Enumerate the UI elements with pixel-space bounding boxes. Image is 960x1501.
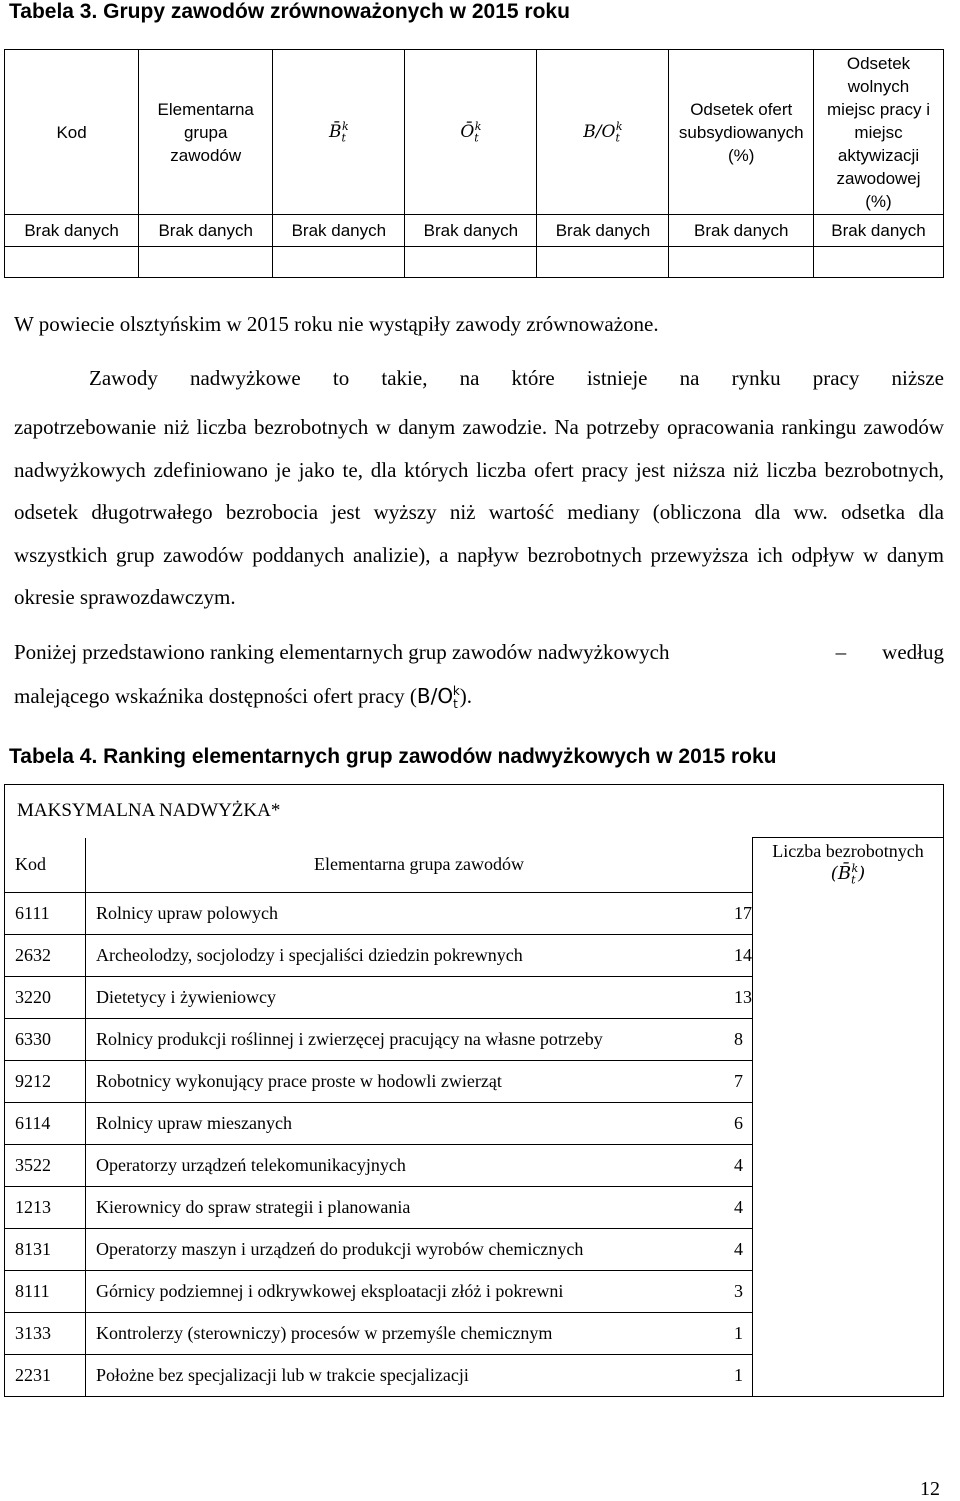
row-grupa: Rolnicy upraw mieszanych <box>86 1102 735 1144</box>
table3-cell <box>669 247 814 278</box>
row-liczba: 13 <box>734 976 753 1018</box>
table4-caption: Tabela 4. Ranking elementarnych grup zawodów nadwyżkowych w 2015 roku <box>9 745 777 768</box>
row-liczba: 3 <box>734 1270 753 1312</box>
row-grupa: Kierownicy do spraw strategii i planowania <box>86 1186 735 1228</box>
paragraph-3-prefix: malejącego wskaźnika dostępności ofert pracy ( <box>14 684 417 708</box>
row-liczba: 17 <box>734 892 753 934</box>
row-liczba: 1 <box>734 1312 753 1354</box>
row-liczba: 1 <box>734 1354 753 1396</box>
row-liczba: 4 <box>734 1186 753 1228</box>
table3-cell <box>273 247 405 278</box>
row-kod: 2632 <box>5 934 86 976</box>
table3-header-b <box>273 50 405 215</box>
row-grupa: Górnicy podziemnej i odkrywkowej eksploatacji złóż i pokrewni <box>86 1270 735 1312</box>
row-liczba: 14 <box>734 934 753 976</box>
table3 <box>4 49 944 278</box>
table3-cell: Brak danych <box>5 215 139 247</box>
table4-section-row <box>5 785 944 838</box>
paragraph-1: W powiecie olsztyńskim w 2015 roku nie wystąpiły zawody zrównoważone. <box>14 312 659 336</box>
paragraph-3-dash: – <box>835 640 847 664</box>
row-grupa: Operatorzy urządzeń telekomunikacyjnych <box>86 1144 735 1186</box>
table3-header-odsetek-ofert: Odsetek ofert subsydiowanych (%) <box>669 50 814 215</box>
page-number: 12 <box>920 1478 940 1500</box>
table4-header-row <box>5 838 944 893</box>
b-symbol: $B̄_t^k$ <box>329 119 349 145</box>
row-kod: 6330 <box>5 1018 86 1060</box>
row-liczba: 7 <box>734 1060 753 1102</box>
row-liczba: 4 <box>734 1228 753 1270</box>
row-grupa: Położne bez specjalizacji lub w trakcie specjalizacji <box>86 1354 735 1396</box>
table3-header-grupa <box>139 50 273 215</box>
row-grupa: Dietetycy i żywieniowcy <box>86 976 735 1018</box>
table3-row <box>5 215 944 247</box>
table3-cell: Brak danych <box>669 215 814 247</box>
row-grupa: Rolnicy upraw polowych <box>86 892 735 934</box>
row-kod: 3220 <box>5 976 86 1018</box>
row-kod: 2231 <box>5 1354 86 1396</box>
paragraph-2-body: zapotrzebowanie niż liczba bezrobotnych w danym zawodzie. Na potrzeby opracowania rankingu zawodów nadwyżkowych zdefiniowano je jako te, dla których liczba ofert pracy jest niższa niż liczba bezrobotnych, odsetek długotrwałego bezrobocia jest wyższy niż wartość mediany (obliczona dla ww. odsetka dla wszystkich grup zawodów poddanych analizie), a napływ bezrobotnych przewyższa ich odpływ w danym okresie sprawozdawczym. <box>14 415 944 609</box>
row-kod: 6114 <box>5 1102 86 1144</box>
table3-cell: Brak danych <box>814 215 944 247</box>
table3-empty-row <box>5 247 944 278</box>
table3-header-odsetek-wolnych: Odsetek wolnych miejsc pracy i miejsc aktywizacji zawodowej (%) <box>814 50 944 215</box>
table3-cell <box>537 247 669 278</box>
row-grupa: Rolnicy produkcji roślinnej i zwierzęcej pracujący na własne potrzeby <box>86 1018 735 1060</box>
row-kod: 1213 <box>5 1186 86 1228</box>
table4 <box>4 784 944 1397</box>
table3-header-o <box>405 50 537 215</box>
paragraph-2-first-line: Zawody nadwyżkowe to takie, na które istnieje na rynku pracy niższe <box>89 366 944 390</box>
table4-header-grupa: Elementarna grupa zawodów <box>86 838 753 893</box>
row-kod: 3133 <box>5 1312 86 1354</box>
row-liczba: 8 <box>734 1018 753 1060</box>
table3-cell <box>139 247 273 278</box>
table3-cell: Brak danych <box>139 215 273 247</box>
table3-cell <box>814 247 944 278</box>
paragraph-3-text: Poniżej przedstawiono ranking elementarnych grup zawodów nadwyżkowych <box>14 640 670 664</box>
table3-header-grupa-text: Elementarna grupa zawodów <box>157 99 254 165</box>
table4-section-label: MAKSYMALNA NADWYŻKA* <box>5 785 944 838</box>
row-liczba: 4 <box>734 1144 753 1186</box>
bo-symbol-inline: $B/O_t^k$ <box>416 684 460 711</box>
row-kod: 8111 <box>5 1270 86 1312</box>
row-grupa: Archeolodzy, socjolodzy i specjaliści dziedzin pokrewnych <box>86 934 735 976</box>
table4-header-liczba-label: Liczba bezrobotnych <box>772 841 924 861</box>
table3-header-row <box>5 50 944 215</box>
o-symbol: $Ō_t^k$ <box>460 119 482 145</box>
table3-cell <box>5 247 139 278</box>
row-grupa: Operatorzy maszyn i urządzeń do produkcji wyrobów chemicznych <box>86 1228 735 1270</box>
table4-header-kod: Kod <box>5 838 86 893</box>
table3-caption: Tabela 3. Grupy zawodów zrównoważonych w 2015 roku <box>9 0 570 23</box>
row-grupa: Kontrolerzy (sterowniczy) procesów w przemyśle chemicznym <box>86 1312 735 1354</box>
row-grupa: Robotnicy wykonujący prace proste w hodowli zwierząt <box>86 1060 735 1102</box>
table3-cell: Brak danych <box>537 215 669 247</box>
paragraph-3-suffix: ). <box>459 684 473 708</box>
table4-header-liczba <box>753 838 944 1397</box>
table3-cell: Brak danych <box>273 215 405 247</box>
paragraph-3-according: według <box>882 640 944 664</box>
row-kod: 3522 <box>5 1144 86 1186</box>
row-liczba: 6 <box>734 1102 753 1144</box>
bo-symbol: $B/O_t^k$ <box>583 119 623 145</box>
paragraph-3-second-line <box>14 684 944 711</box>
table3-header-kod: Kod <box>5 50 139 215</box>
table3-cell <box>405 247 537 278</box>
paragraph-3-first-line <box>14 640 944 665</box>
table3-cell: Brak danych <box>405 215 537 247</box>
row-kod: 8131 <box>5 1228 86 1270</box>
paragraph-3-tail <box>836 640 944 665</box>
row-kod: 6111 <box>5 892 86 934</box>
b-symbol-table4: $(B̄_t^k)$ <box>830 862 866 887</box>
row-kod: 9212 <box>5 1060 86 1102</box>
table3-header-bo <box>537 50 669 215</box>
